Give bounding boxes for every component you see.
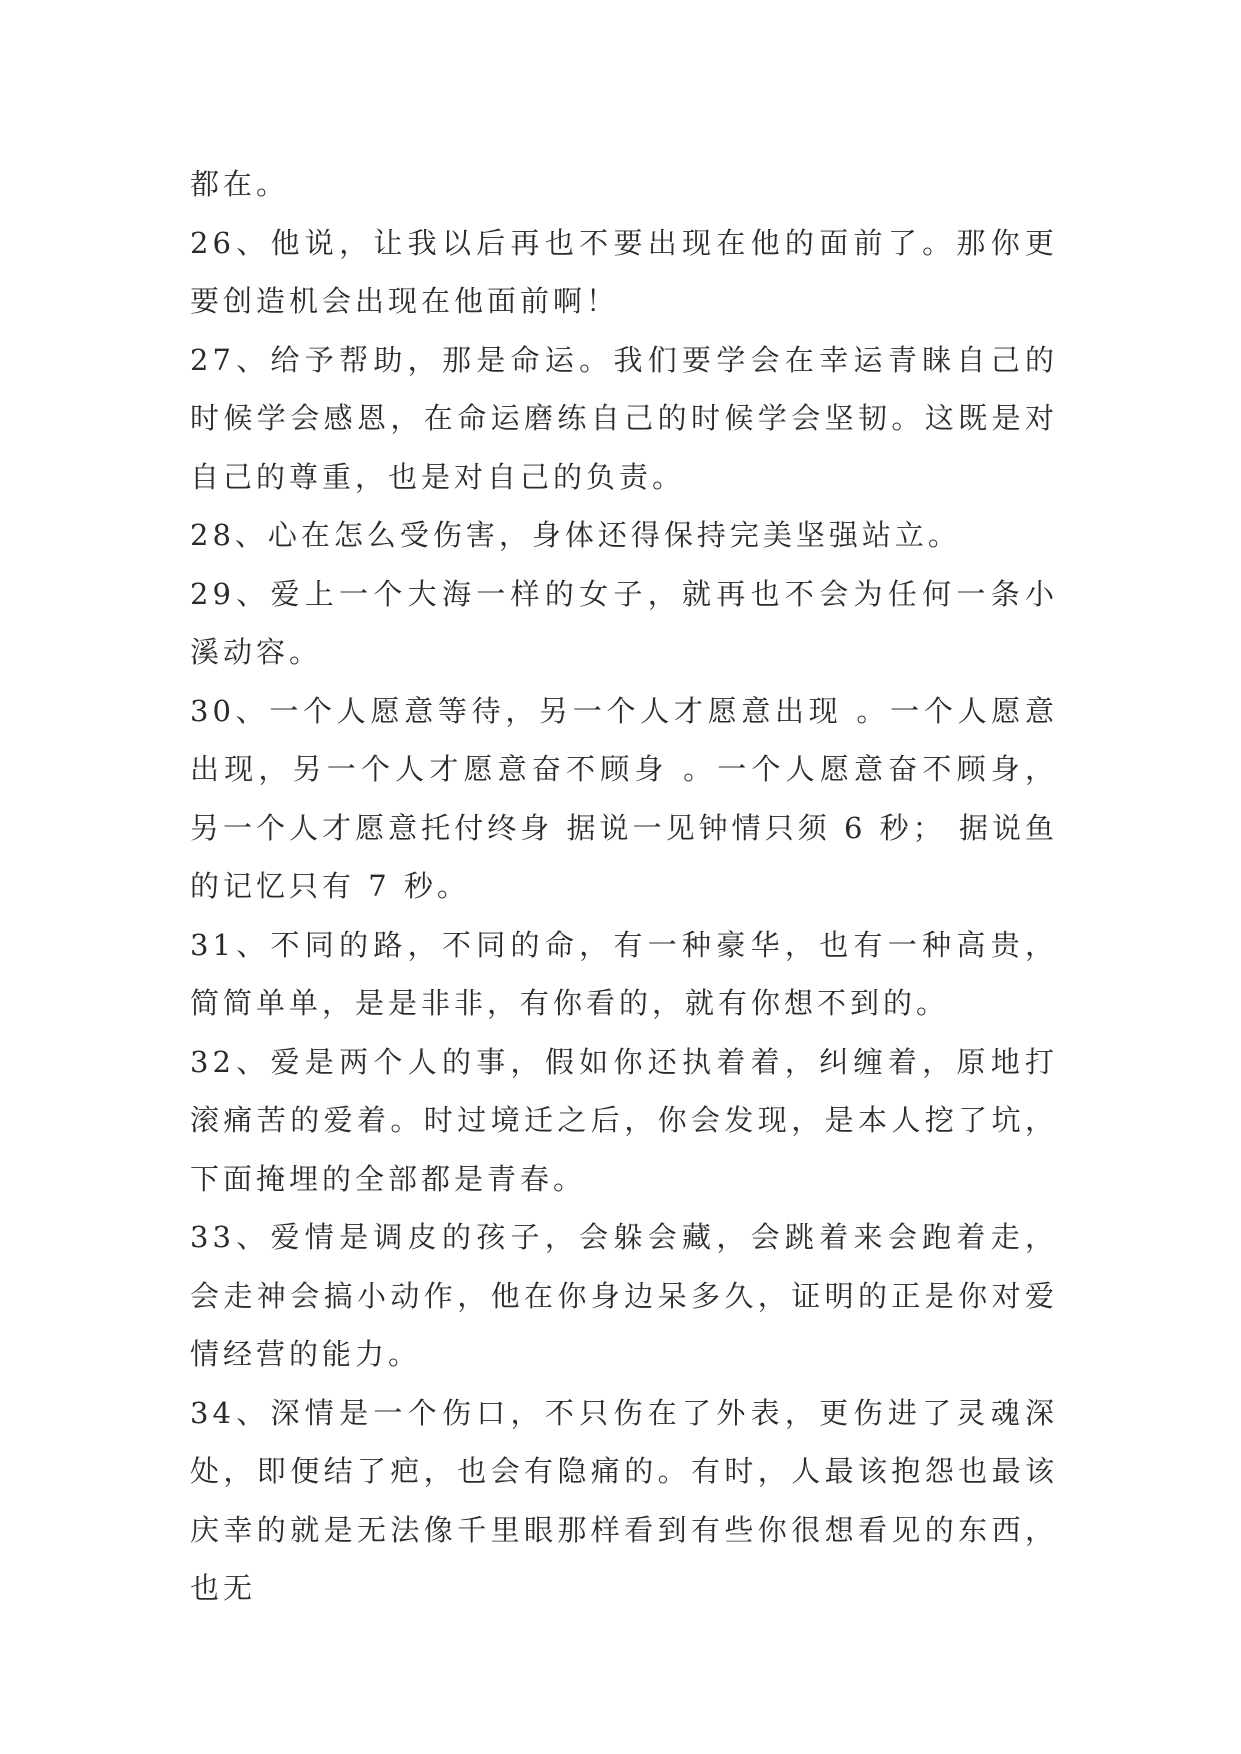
paragraph-26: 26、他说，让我以后再也不要出现在他的面前了。那你更要创造机会出现在他面前啊！	[190, 225, 1058, 318]
paragraph-32: 32、爱是两个人的事，假如你还执着着，纠缠着，原地打滚痛苦的爱着。时过境迁之后，你会发现，是本人挖了坑，下面掩埋的全部都是青春。	[190, 1044, 1058, 1196]
paragraph-27: 27、给予帮助，那是命运。我们要学会在幸运青睐自己的时候学会感恩，在命运磨练自己的时候学会坚韧。这既是对自己的尊重，也是对自己的负责。	[190, 342, 1058, 494]
paragraph-continuation: 都在。	[190, 167, 290, 201]
paragraph-29: 29、爱上一个大海一样的女子，就再也不会为任何一条小溪动容。	[190, 576, 1058, 669]
paragraph-33: 33、爱情是调皮的孩子，会躲会藏，会跳着来会跑着走，会走神会搞小动作，他在你身边呆多久，证明的正是你对爱情经营的能力。	[190, 1220, 1058, 1371]
paragraph-28: 28、心在怎么受伤害，身体还得保持完美坚强站立。	[190, 518, 961, 552]
paragraph-34: 34、深情是一个伤口，不只伤在了外表，更伤进了灵魂深处，即便结了疤，也会有隐痛的。有时，人最该抱怨也最该庆幸的就是无法像千里眼那样看到有些你很想看见的东西，也无	[190, 1395, 1058, 1605]
paragraph-31: 31、不同的路，不同的命，有一种豪华，也有一种高贵，简简单单，是是非非，有你看的，就有你想不到的。	[190, 927, 1058, 1020]
document-body	[190, 155, 1058, 1618]
paragraph-30: 30、一个人愿意等待，另一个人才愿意出现 。一个人愿意出现，另一个人才愿意奋不顾身 。一个人愿意奋不顾身，另一个人才愿意托付终身 据说一见钟情只须 6 秒； 据说鱼的记忆只有 7 秒。	[190, 693, 1058, 903]
